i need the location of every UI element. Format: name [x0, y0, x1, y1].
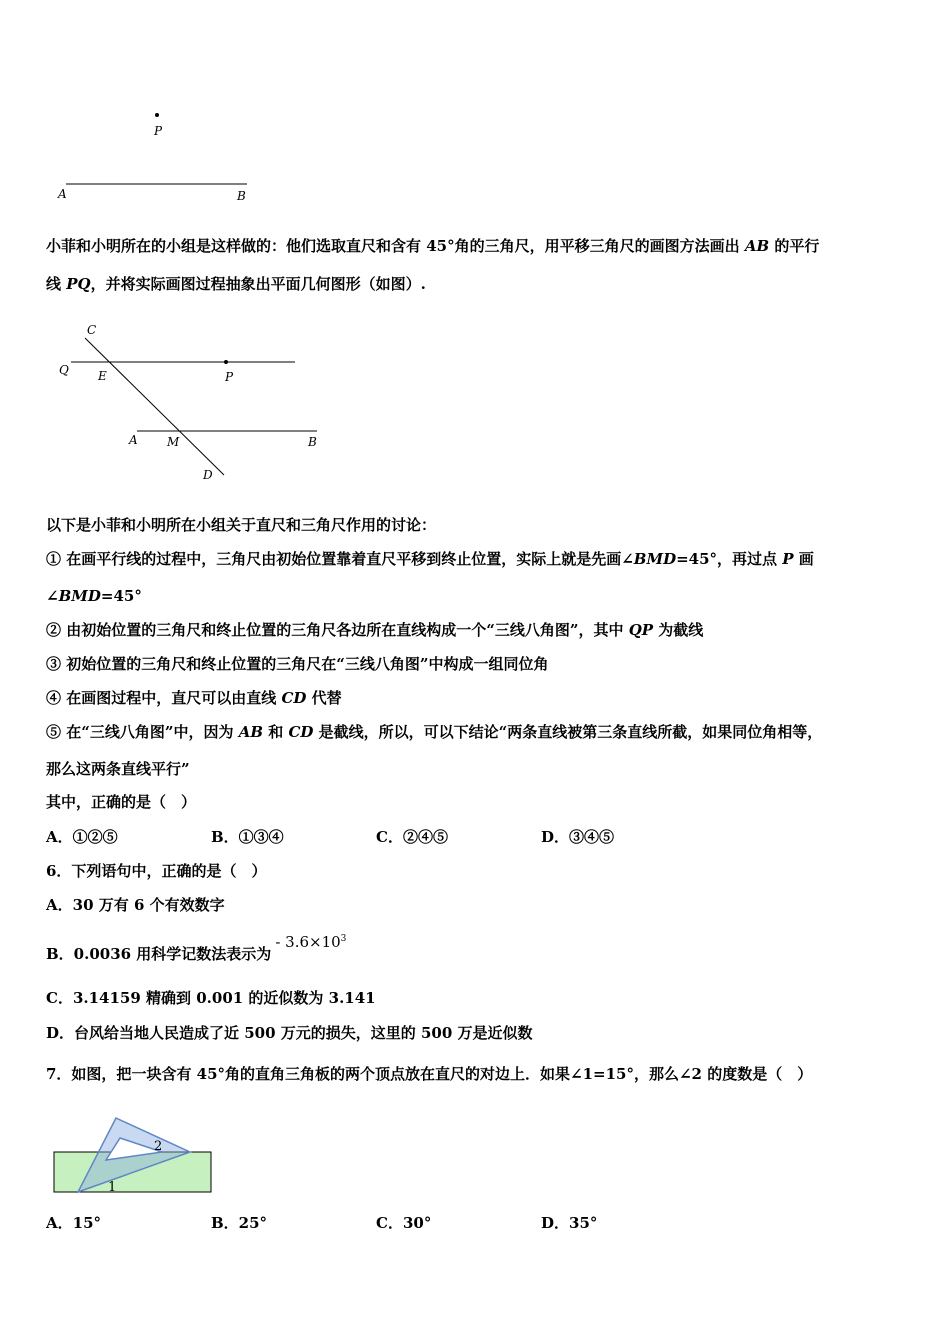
label-b: B [308, 435, 317, 449]
angle-label-1: 1 [108, 1180, 117, 1195]
point-p-dot [155, 113, 159, 117]
q7-option-d: D．35° [541, 1214, 598, 1232]
q7-option-a: A．15° [46, 1214, 102, 1232]
label-q: Q [59, 363, 69, 377]
statement-4: ④ 在画图过程中，直尺可以由直线 CD 代替 [46, 689, 342, 707]
figure-point-and-segment [50, 105, 260, 205]
q6-formula: - $3.6\times 10^3$ [275, 933, 347, 951]
label-b: B [237, 189, 246, 203]
q6-option-c: C．3.14159 精确到 0.001 的近似数为 3.141 [46, 989, 376, 1007]
discussion-lead: 以下是小菲和小明所在小组关于直尺和三角尺作用的讨论： [46, 516, 437, 534]
statement-1-line-2: ∠BMD=45° [46, 587, 142, 605]
statement-2: ② 由初始位置的三角尺和终止位置的三角尺各边所在直线构成一个“三线八角图”，其中 QP 为截线 [46, 621, 704, 639]
q5-option-a: A．①②⑤ [46, 828, 118, 846]
statement-5-line-2: 那么这两条直线平行” [46, 760, 190, 778]
statement-1-line-1: ① 在画平行线的过程中，三角尺由初始位置靠着直尺平移到终止位置，实际上就是先画∠BMD=45°，再过点 P 画 [46, 550, 814, 568]
q7-option-c: C．30° [376, 1214, 432, 1232]
intro-pq: PQ [66, 275, 91, 293]
point-p-dot [224, 360, 228, 364]
label-p: P [154, 124, 163, 138]
label-a: A [58, 187, 67, 201]
intro-ab: AB [744, 237, 770, 255]
q7-stem: 7．如图，把一块含有 45°角的直角三角板的两个顶点放在直尺的对边上．如果∠1=15°，那么∠2 的度数是（ ） [46, 1065, 813, 1083]
q6-option-b: B．0.0036 用科学记数法表示为- $3.6\times 10^3$ [46, 933, 347, 963]
figure-parallel-lines [55, 318, 335, 488]
line-cd [85, 338, 224, 475]
label-p: P [225, 370, 234, 384]
q5-option-c: C．②④⑤ [376, 828, 448, 846]
statement-3: ③ 初始位置的三角尺和终止位置的三角尺在“三线八角图”中构成一组同位角 [46, 655, 549, 673]
q6-option-d: D．台风给当地人民造成了近 500 万元的损失，这里的 500 万是近似数 [46, 1024, 533, 1042]
label-a: A [129, 433, 138, 447]
label-m: M [167, 435, 180, 449]
label-c: C [87, 323, 97, 337]
q6-stem: 6．下列语句中，正确的是（ ） [46, 862, 267, 880]
q5-option-b: B．①③④ [211, 828, 284, 846]
statement-5-line-1: ⑤ 在“三线八角图”中，因为 AB 和 CD 是截线，所以，可以下结论“两条直线被第三条直线所截，如果同位角相等， [46, 723, 823, 741]
label-d: D [203, 468, 213, 482]
q5-question: 其中，正确的是（ ） [46, 793, 197, 811]
label-e: E [98, 369, 107, 383]
angle-label-2: 2 [154, 1139, 163, 1154]
intro-line-2: 线 PQ，并将实际画图过程抽象出平面几何图形（如图）. [46, 275, 426, 293]
intro-line-1: 小菲和小明所在的小组是这样做的：他们选取直尺和含有 45°角的三角尺，用平移三角尺的画图方法画出 AB 的平行 [46, 237, 820, 255]
q6-option-a: A．30 万有 6 个有效数字 [46, 896, 225, 914]
figure-ruler-triangle [50, 1112, 220, 1198]
q5-option-d: D．③④⑤ [541, 828, 615, 846]
q7-option-b: B．25° [211, 1214, 268, 1232]
